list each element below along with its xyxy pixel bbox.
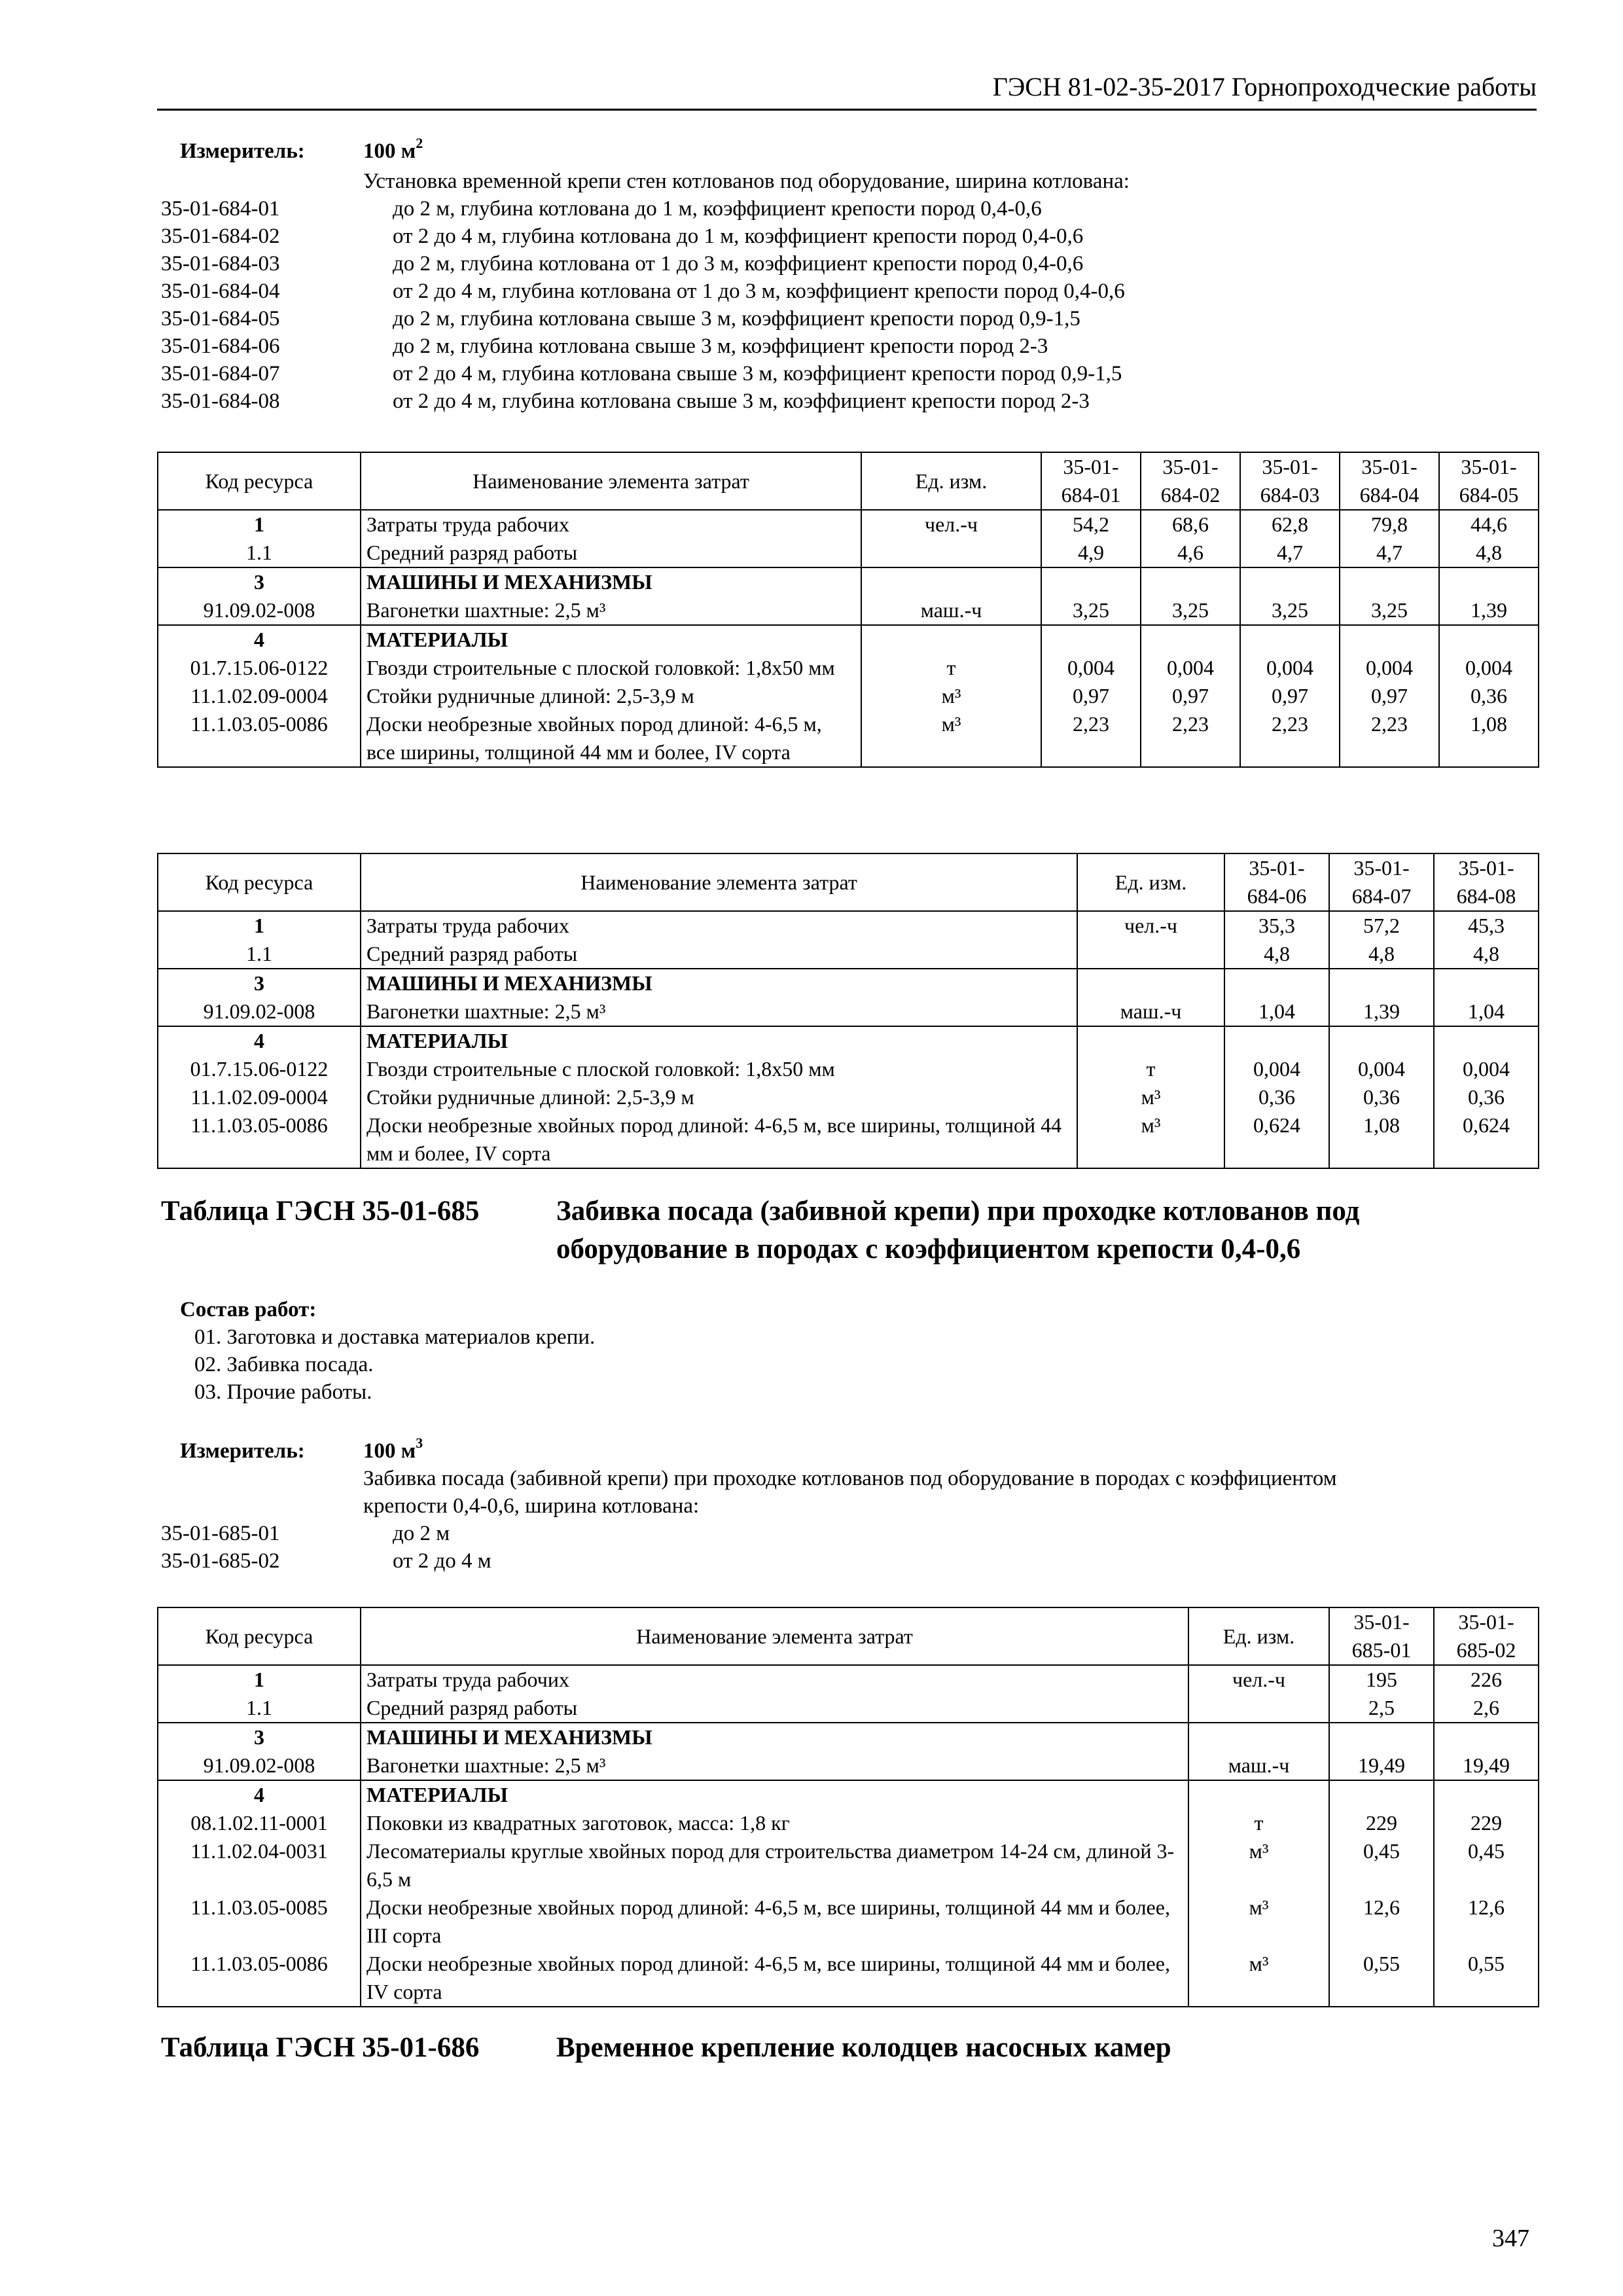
column-header-code: 35-01- 684-08 xyxy=(1434,853,1539,911)
item-code: 35-01-684-05 xyxy=(161,307,280,331)
table-header-row xyxy=(158,452,1539,510)
resource-value: 62,8 xyxy=(1240,510,1340,539)
table-686-title: Временное крепление колодцев насосных камер xyxy=(556,2032,1171,2063)
work-item: 02. Забивка посада. xyxy=(194,1353,374,1376)
resource-value: 226 xyxy=(1434,1665,1539,1694)
resource-value: 4,8 xyxy=(1439,539,1539,567)
resource-value: 2,23 xyxy=(1141,710,1240,767)
meas-value-684: 100 $м^2$ xyxy=(363,135,423,163)
column-header-code: 35-01- 684-03 xyxy=(1240,452,1340,510)
table-row xyxy=(158,1780,1539,1809)
resource-value: 19,49 xyxy=(1434,1751,1539,1780)
item-code: 35-01-684-02 xyxy=(161,224,280,248)
resource-value xyxy=(1434,1723,1539,1751)
column-header-code: 35-01- 684-04 xyxy=(1340,452,1439,510)
resource-value: 0,55 xyxy=(1434,1950,1539,2007)
meas-value-685: 100 $м^3$ xyxy=(363,1435,423,1463)
column-header-code: 35-01- 684-02 xyxy=(1141,452,1240,510)
resource-value: 4,7 xyxy=(1240,539,1340,567)
resource-value: 44,6 xyxy=(1439,510,1539,539)
column-header: Ед. изм. xyxy=(861,452,1041,510)
resource-code: 11.1.02.09-0004 xyxy=(158,682,361,710)
resource-table-684-b xyxy=(157,853,1539,1169)
table-row xyxy=(158,1055,1539,1083)
resource-name: Доски необрезные хвойных пород длиной: 4-6,5 м, все ширины, толщиной 44 мм и более, III сорта xyxy=(361,1893,1188,1950)
resource-value: 0,004 xyxy=(1329,1055,1434,1083)
item-code: 35-01-685-02 xyxy=(161,1549,280,1573)
resource-value: 68,6 xyxy=(1141,510,1240,539)
resource-value: 0,624 xyxy=(1434,1111,1539,1168)
resource-value: 0,36 xyxy=(1329,1083,1434,1111)
table-row xyxy=(158,654,1539,682)
resource-name: Стойки рудничные длиной: 2,5-3,9 м xyxy=(361,1083,1077,1111)
resource-unit: чел.-ч xyxy=(1077,911,1224,940)
item-code: 35-01-684-06 xyxy=(161,334,280,358)
resource-value: 35,3 xyxy=(1224,911,1329,940)
resource-value: 3,25 xyxy=(1340,596,1439,625)
resource-name: Затраты труда рабочих xyxy=(361,1665,1188,1694)
column-header-code: 35-01- 684-05 xyxy=(1439,452,1539,510)
table-row xyxy=(158,1893,1539,1950)
resource-code: 3 xyxy=(158,1723,361,1751)
resource-value: 0,004 xyxy=(1240,654,1340,682)
resource-name: МАТЕРИАЛЫ xyxy=(361,1780,1188,1809)
resource-unit: т xyxy=(1188,1809,1329,1837)
resource-value xyxy=(1439,567,1539,596)
resource-code: 4 xyxy=(158,625,361,654)
resource-unit: т xyxy=(1077,1055,1224,1083)
resource-value xyxy=(1329,1780,1434,1809)
resource-unit: чел.-ч xyxy=(1188,1665,1329,1694)
resource-unit: м³ xyxy=(861,682,1041,710)
header-rule xyxy=(157,109,1537,111)
resource-value: 4,8 xyxy=(1434,940,1539,969)
resource-code: 08.1.02.11-0001 xyxy=(158,1809,361,1837)
resource-value: 1,08 xyxy=(1439,710,1539,767)
item-text: до 2 м, глубина котлована свыше 3 м, коэффициент крепости пород 2-3 xyxy=(393,334,1048,358)
resource-value: 0,004 xyxy=(1224,1055,1329,1083)
resource-value: 229 xyxy=(1434,1809,1539,1837)
column-header: Код ресурса xyxy=(158,853,361,911)
resource-name: МАШИНЫ И МЕХАНИЗМЫ xyxy=(361,969,1077,997)
resource-value: 79,8 xyxy=(1340,510,1439,539)
table-row xyxy=(158,596,1539,625)
resource-name: МАТЕРИАЛЫ xyxy=(361,625,861,654)
resource-code: 11.1.03.05-0085 xyxy=(158,1893,361,1950)
table-row xyxy=(158,969,1539,997)
table-row xyxy=(158,510,1539,539)
resource-value: 4,7 xyxy=(1340,539,1439,567)
resource-value: 0,624 xyxy=(1224,1111,1329,1168)
resource-value xyxy=(1434,1026,1539,1055)
resource-value: 1,39 xyxy=(1329,997,1434,1026)
resource-unit: маш.-ч xyxy=(1077,997,1224,1026)
resource-value xyxy=(1329,1723,1434,1751)
item-code: 35-01-684-03 xyxy=(161,252,280,276)
resource-value: 4,9 xyxy=(1041,539,1141,567)
resource-value: 3,25 xyxy=(1240,596,1340,625)
resource-name: Вагонетки шахтные: 2,5 м³ xyxy=(361,596,861,625)
item-code: 35-01-684-01 xyxy=(161,197,280,221)
item-code: 35-01-684-04 xyxy=(161,279,280,303)
resource-unit xyxy=(1188,1694,1329,1723)
item-text: до 2 м, глубина котлована свыше 3 м, коэффициент крепости пород 0,9-1,5 xyxy=(393,307,1080,331)
resource-value xyxy=(1340,567,1439,596)
table-row xyxy=(158,625,1539,654)
item-text: от 2 до 4 м, глубина котлована от 1 до 3 м, коэффициент крепости пород 0,4-0,6 xyxy=(393,279,1125,303)
table-row xyxy=(158,1723,1539,1751)
intro-685-line1: Забивка посада (забивной крепи) при проходке котлованов под оборудование в породах с коэффициентом xyxy=(363,1467,1337,1490)
meas-label-685: Измеритель: xyxy=(180,1439,305,1463)
resource-code: 3 xyxy=(158,567,361,596)
table-row xyxy=(158,1665,1539,1694)
table-685-title-line2: оборудование в породах с коэффициентом крепости 0,4-0,6 xyxy=(556,1234,1301,1265)
resource-code: 01.7.15.06-0122 xyxy=(158,654,361,682)
resource-name: Доски необрезные хвойных пород длиной: 4-6,5 м, все ширины, толщиной 44 мм и более, IV сорта xyxy=(361,710,861,767)
resource-value: 0,97 xyxy=(1340,682,1439,710)
resource-code: 11.1.03.05-0086 xyxy=(158,1950,361,2007)
resource-unit: м³ xyxy=(1188,1893,1329,1950)
table-row xyxy=(158,1026,1539,1055)
resource-value: 0,45 xyxy=(1434,1837,1539,1893)
table-header-row xyxy=(158,853,1539,911)
table-685-number: Таблица ГЭСН 35-01-685 xyxy=(161,1196,480,1227)
resource-name: Средний разряд работы xyxy=(361,940,1077,969)
column-header-code: 35-01- 685-01 xyxy=(1329,1607,1434,1665)
column-header: Наименование элемента затрат xyxy=(361,1607,1188,1665)
page-number: 347 xyxy=(1492,2225,1529,2252)
resource-code: 01.7.15.06-0122 xyxy=(158,1055,361,1083)
item-text: до 2 м, глубина котлована до 1 м, коэффициент крепости пород 0,4-0,6 xyxy=(393,197,1042,221)
resource-value xyxy=(1329,1026,1434,1055)
table-header-row xyxy=(158,1607,1539,1665)
resource-value: 0,004 xyxy=(1439,654,1539,682)
column-header-code: 35-01- 684-06 xyxy=(1224,853,1329,911)
running-header: ГЭСН 81-02-35-2017 Горнопроходческие работы xyxy=(992,72,1537,101)
resource-value: 54,2 xyxy=(1041,510,1141,539)
resource-value: 19,49 xyxy=(1329,1751,1434,1780)
item-text: до 2 м xyxy=(393,1522,450,1545)
table-row xyxy=(158,940,1539,969)
resource-unit xyxy=(1188,1723,1329,1751)
column-header-code: 35-01- 685-02 xyxy=(1434,1607,1539,1665)
column-header-code: 35-01- 684-01 xyxy=(1041,452,1141,510)
resource-value xyxy=(1041,625,1141,654)
resource-unit xyxy=(1077,1026,1224,1055)
table-row xyxy=(158,1950,1539,2007)
resource-unit: м³ xyxy=(861,710,1041,767)
table-row xyxy=(158,539,1539,567)
resource-code: 1 xyxy=(158,911,361,940)
resource-value: 3,25 xyxy=(1141,596,1240,625)
resource-value: 0,55 xyxy=(1329,1950,1434,2007)
item-text: от 2 до 4 м xyxy=(393,1549,491,1573)
resource-name: МАТЕРИАЛЫ xyxy=(361,1026,1077,1055)
table-row xyxy=(158,682,1539,710)
table-row xyxy=(158,997,1539,1026)
resource-name: Доски необрезные хвойных пород длиной: 4-6,5 м, все ширины, толщиной 44 мм и более, IV сорта xyxy=(361,1111,1077,1168)
resource-value: 3,25 xyxy=(1041,596,1141,625)
resource-value xyxy=(1434,969,1539,997)
resource-value: 195 xyxy=(1329,1665,1434,1694)
resource-name: Вагонетки шахтные: 2,5 м³ xyxy=(361,997,1077,1026)
resource-value: 45,3 xyxy=(1434,911,1539,940)
resource-value xyxy=(1224,969,1329,997)
resource-unit: м³ xyxy=(1077,1111,1224,1168)
resource-name: МАШИНЫ И МЕХАНИЗМЫ xyxy=(361,1723,1188,1751)
item-text: от 2 до 4 м, глубина котлована свыше 3 м, коэффициент крепости пород 0,9-1,5 xyxy=(393,362,1122,386)
table-row xyxy=(158,1694,1539,1723)
resource-value: 0,36 xyxy=(1434,1083,1539,1111)
resource-value xyxy=(1434,1780,1539,1809)
table-row xyxy=(158,911,1539,940)
resource-value: 0,004 xyxy=(1141,654,1240,682)
item-text: до 2 м, глубина котлована от 1 до 3 м, коэффициент крепости пород 0,4-0,6 xyxy=(393,252,1084,276)
resource-code: 11.1.03.05-0086 xyxy=(158,710,361,767)
table-row xyxy=(158,1111,1539,1168)
resource-code: 91.09.02-008 xyxy=(158,1751,361,1780)
resource-unit: маш.-ч xyxy=(1188,1751,1329,1780)
item-text: от 2 до 4 м, глубина котлована до 1 м, коэффициент крепости пород 0,4-0,6 xyxy=(393,224,1084,248)
item-text: от 2 до 4 м, глубина котлована свыше 3 м, коэффициент крепости пород 2-3 xyxy=(393,389,1090,413)
table-686-number: Таблица ГЭСН 35-01-686 xyxy=(161,2032,480,2063)
resource-value: 0,004 xyxy=(1340,654,1439,682)
item-code: 35-01-684-07 xyxy=(161,362,280,386)
column-header: Ед. изм. xyxy=(1188,1607,1329,1665)
resource-value: 2,5 xyxy=(1329,1694,1434,1723)
resource-name: Поковки из квадратных заготовок, масса: 1,8 кг xyxy=(361,1809,1188,1837)
resource-unit xyxy=(861,567,1041,596)
resource-code: 91.09.02-008 xyxy=(158,596,361,625)
resource-code: 4 xyxy=(158,1026,361,1055)
resource-code: 11.1.02.09-0004 xyxy=(158,1083,361,1111)
works-label: Состав работ: xyxy=(180,1298,317,1321)
resource-code: 1.1 xyxy=(158,940,361,969)
table-685-title-line1: Забивка посада (забивной крепи) при проходке котлованов под xyxy=(556,1196,1360,1227)
resource-value: 2,6 xyxy=(1434,1694,1539,1723)
resource-value: 2,23 xyxy=(1240,710,1340,767)
resource-value: 0,97 xyxy=(1041,682,1141,710)
resource-name: Средний разряд работы xyxy=(361,1694,1188,1723)
resource-name: Гвозди строительные с плоской головкой: 1,8x50 мм xyxy=(361,654,861,682)
resource-name: Доски необрезные хвойных пород длиной: 4-6,5 м, все ширины, толщиной 44 мм и более, IV сорта xyxy=(361,1950,1188,2007)
resource-code: 1.1 xyxy=(158,1694,361,1723)
work-item: 03. Прочие работы. xyxy=(194,1380,372,1404)
column-header: Наименование элемента затрат xyxy=(361,452,861,510)
resource-code: 91.09.02-008 xyxy=(158,997,361,1026)
resource-value: 229 xyxy=(1329,1809,1434,1837)
resource-value: 0,97 xyxy=(1240,682,1340,710)
resource-value: 1,04 xyxy=(1224,997,1329,1026)
resource-code: 1 xyxy=(158,1665,361,1694)
resource-value: 4,8 xyxy=(1329,940,1434,969)
resource-code: 11.1.03.05-0086 xyxy=(158,1111,361,1168)
column-header-code: 35-01- 684-07 xyxy=(1329,853,1434,911)
resource-value xyxy=(1340,625,1439,654)
table-row xyxy=(158,1083,1539,1111)
table-row xyxy=(158,710,1539,767)
intro-685-line2: крепости 0,4-0,6, ширина котлована: xyxy=(363,1494,700,1518)
resource-value xyxy=(1439,625,1539,654)
resource-value: 4,6 xyxy=(1141,539,1240,567)
column-header: Наименование элемента затрат xyxy=(361,853,1077,911)
table-row xyxy=(158,1837,1539,1893)
resource-value: 2,23 xyxy=(1041,710,1141,767)
resource-value: 57,2 xyxy=(1329,911,1434,940)
resource-value xyxy=(1141,625,1240,654)
resource-value: 12,6 xyxy=(1329,1893,1434,1950)
intro-684: Установка временной крепи стен котлованов под оборудование, ширина котлована: xyxy=(363,170,1130,193)
resource-value xyxy=(1041,567,1141,596)
resource-code: 11.1.02.04-0031 xyxy=(158,1837,361,1893)
resource-value: 0,45 xyxy=(1329,1837,1434,1893)
resource-value: 0,004 xyxy=(1041,654,1141,682)
resource-code: 4 xyxy=(158,1780,361,1809)
resource-value xyxy=(1224,1026,1329,1055)
resource-unit xyxy=(1077,969,1224,997)
work-item: 01. Заготовка и доставка материалов крепи. xyxy=(194,1325,596,1349)
column-header: Ед. изм. xyxy=(1077,853,1224,911)
resource-name: Стойки рудничные длиной: 2,5-3,9 м xyxy=(361,682,861,710)
resource-unit: м³ xyxy=(1188,1837,1329,1893)
resource-unit: м³ xyxy=(1077,1083,1224,1111)
resource-value: 4,8 xyxy=(1224,940,1329,969)
resource-name: МАШИНЫ И МЕХАНИЗМЫ xyxy=(361,567,861,596)
resource-unit: маш.-ч xyxy=(861,596,1041,625)
resource-name: Затраты труда рабочих xyxy=(361,510,861,539)
resource-table-684-a xyxy=(157,452,1539,768)
resource-value: 0,36 xyxy=(1224,1083,1329,1111)
resource-code: 1 xyxy=(158,510,361,539)
table-row xyxy=(158,567,1539,596)
resource-value xyxy=(1141,567,1240,596)
resource-value: 2,23 xyxy=(1340,710,1439,767)
table-row xyxy=(158,1809,1539,1837)
resource-code: 3 xyxy=(158,969,361,997)
resource-value: 0,36 xyxy=(1439,682,1539,710)
resource-name: Вагонетки шахтные: 2,5 м³ xyxy=(361,1751,1188,1780)
column-header: Код ресурса xyxy=(158,1607,361,1665)
resource-value: 0,97 xyxy=(1141,682,1240,710)
resource-value: 1,04 xyxy=(1434,997,1539,1026)
column-header: Код ресурса xyxy=(158,452,361,510)
resource-name: Затраты труда рабочих xyxy=(361,911,1077,940)
item-code: 35-01-685-01 xyxy=(161,1522,280,1545)
resource-unit xyxy=(861,539,1041,567)
resource-value xyxy=(1240,567,1340,596)
resource-table-685 xyxy=(157,1607,1539,2007)
table-row xyxy=(158,1751,1539,1780)
resource-value: 1,39 xyxy=(1439,596,1539,625)
resource-name: Лесоматериалы круглые хвойных пород для строительства диаметром 14-24 см, длиной 3-6,5 м xyxy=(361,1837,1188,1893)
resource-unit xyxy=(1188,1780,1329,1809)
resource-unit: м³ xyxy=(1188,1950,1329,2007)
resource-value: 12,6 xyxy=(1434,1893,1539,1950)
resource-name: Гвозди строительные с плоской головкой: 1,8x50 мм xyxy=(361,1055,1077,1083)
resource-unit xyxy=(1077,940,1224,969)
resource-unit xyxy=(861,625,1041,654)
resource-value xyxy=(1329,969,1434,997)
resource-value: 0,004 xyxy=(1434,1055,1539,1083)
meas-label-684: Измеритель: xyxy=(180,139,305,163)
resource-code: 1.1 xyxy=(158,539,361,567)
resource-value xyxy=(1240,625,1340,654)
resource-value: 1,08 xyxy=(1329,1111,1434,1168)
resource-name: Средний разряд работы xyxy=(361,539,861,567)
resource-unit: чел.-ч xyxy=(861,510,1041,539)
item-code: 35-01-684-08 xyxy=(161,389,280,413)
resource-unit: т xyxy=(861,654,1041,682)
